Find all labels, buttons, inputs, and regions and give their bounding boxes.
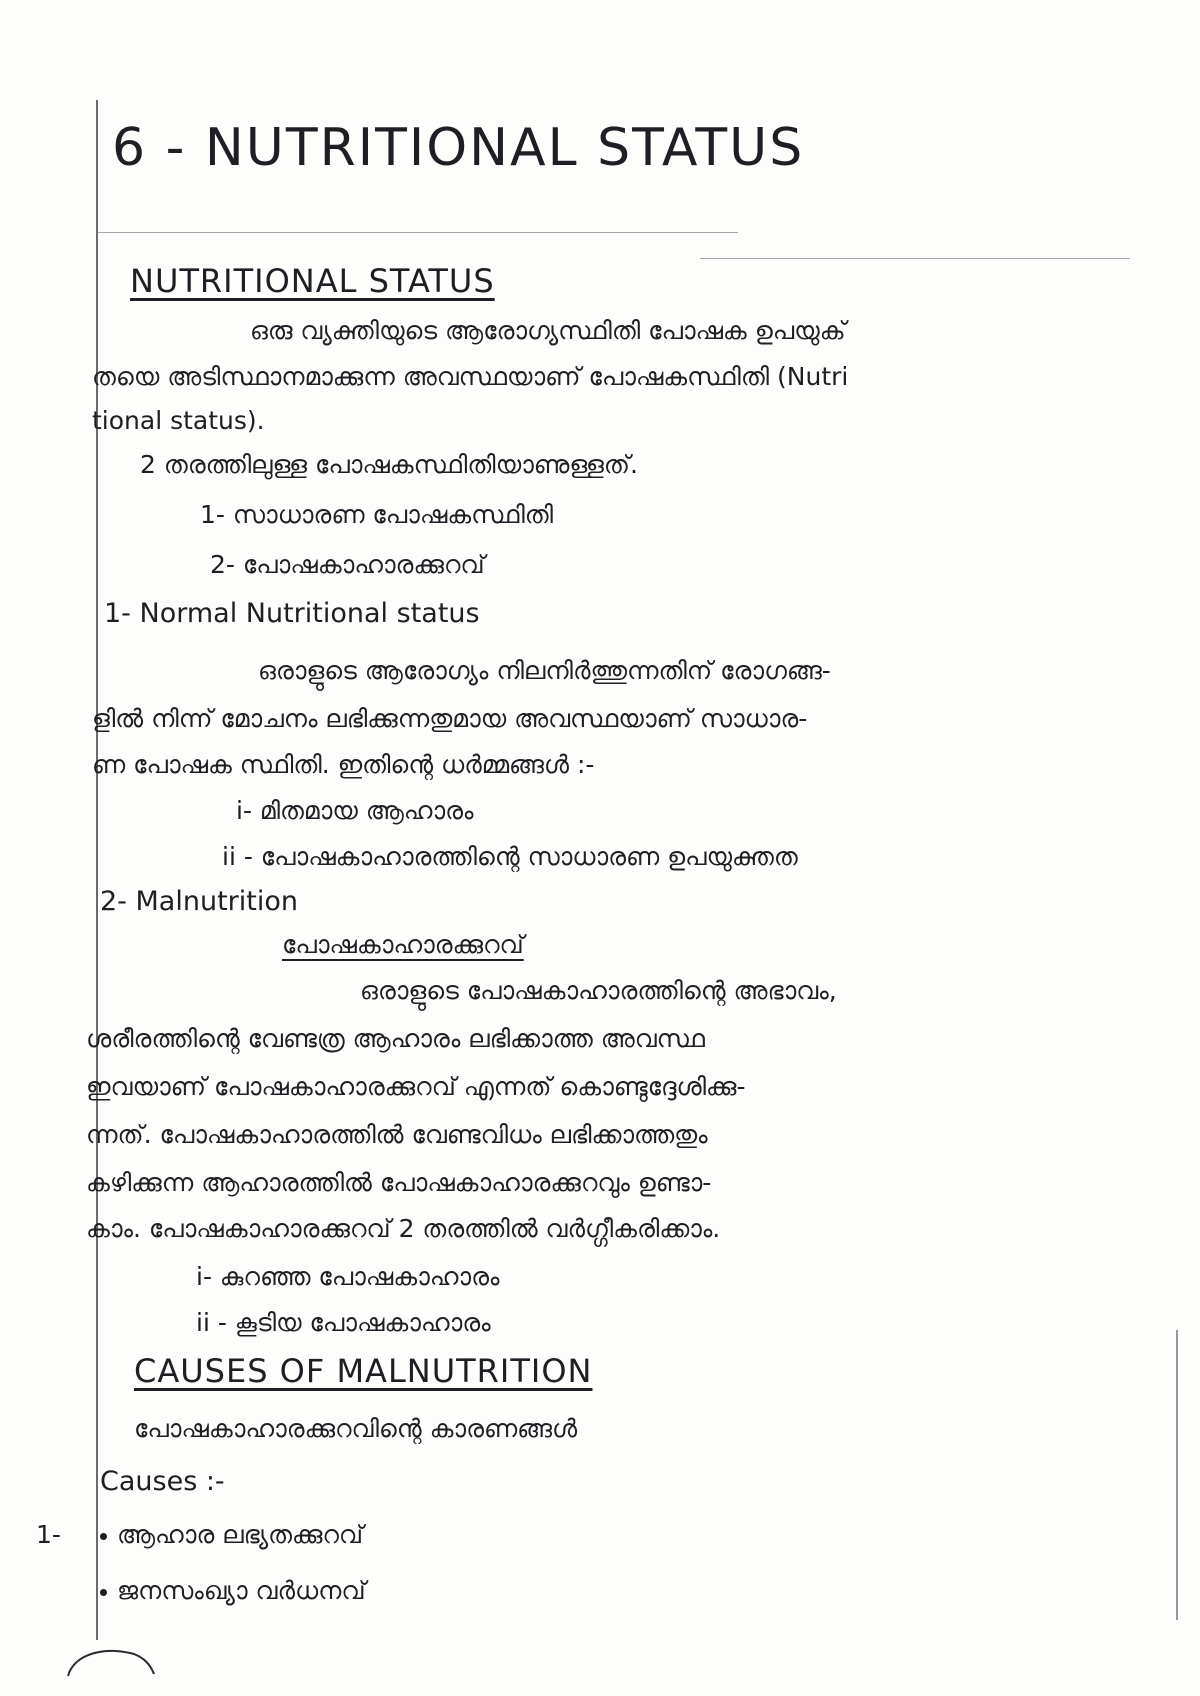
types-line: 2 തരത്തിലുള്ള പോഷകസ്ഥിതിയാണുള്ളത്.: [140, 450, 638, 479]
divider-rule-right: [700, 258, 1130, 259]
section-heading-nutritional-status: NUTRITIONAL STATUS: [130, 262, 495, 300]
bullet-icon: [100, 1589, 107, 1596]
corner-doodle-icon: [64, 1640, 160, 1680]
causes-heading: CAUSES OF MALNUTRITION: [134, 1352, 593, 1390]
malnutrition-item-1: i- കുറഞ്ഞ പോഷകാഹാരം: [196, 1262, 500, 1291]
causes-line-1: പോഷകാഹാരക്കുറവിന്റെ കാരണങ്ങൾ: [134, 1414, 578, 1443]
normal-line-2: ളിൽ നിന്ന് മോചനം ലഭിക്കുന്നതുമായ അവസ്ഥയാണ് സാധാര-: [92, 704, 808, 733]
intro-line-2: തയെ അടിസ്ഥാനമാക്കുന്ന അവസ്ഥയാണ് പോഷകസ്ഥിതി (Nutri: [92, 362, 849, 391]
divider-rule: [98, 232, 738, 233]
malnutrition-subheading: പോഷകാഹാരക്കുറവ്: [282, 930, 524, 959]
normal-item-2: ii - പോഷകാഹാരത്തിന്റെ സാധാരണ ഉപയുക്തത: [222, 842, 798, 871]
malnutrition-item-2: ii - കൂടിയ പോഷകാഹാരം: [196, 1308, 491, 1337]
chapter-title: 6 - NUTRITIONAL STATUS: [112, 118, 805, 178]
normal-status-heading: 1- Normal Nutritional status: [104, 598, 480, 629]
malnutrition-line-5: കഴിക്കുന്ന ആഹാരത്തിൽ പോഷകാഹാരക്കുറവും ഉണ്ടാ-: [86, 1168, 712, 1197]
causes-bullet-text-2: ജനസംഖ്യാ വർധനവ്: [117, 1576, 366, 1605]
causes-bullet-item-1: [100, 1520, 363, 1550]
intro-line-1: ഒരു വ്യക്തിയുടെ ആരോഗ്യസ്ഥിതി പോഷക ഉപയുക്: [250, 316, 846, 345]
malnutrition-line-1: ഒരാളുടെ പോഷകാഹാരത്തിന്റെ അഭാവം,: [360, 976, 837, 1005]
malnutrition-line-6: കാം. പോഷകാഹാരക്കുറവ് 2 തരത്തിൽ വർഗ്ഗീകരിക്കാം.: [86, 1214, 721, 1243]
normal-line-1: ഒരാളുടെ ആരോഗ്യം നിലനിർത്തുന്നതിന് രോഗങ്ങ-: [258, 656, 831, 685]
malnutrition-line-4: ന്നത്. പോഷകാഹാരത്തിൽ വേണ്ടവിധം ലഭിക്കാത്തതും: [86, 1120, 708, 1149]
type-item-1: 1- സാധാരണ പോഷകസ്ഥിതി: [200, 500, 554, 529]
malnutrition-heading: 2- Malnutrition: [100, 886, 298, 917]
causes-bullet-item-2: [100, 1576, 366, 1606]
malnutrition-line-2: ശരീരത്തിന്റെ വേണ്ടത്ര ആഹാരം ലഭിക്കാത്ത അവസ്ഥ: [86, 1024, 705, 1053]
margin-line: [96, 100, 98, 1640]
malnutrition-line-3: ഇവയാണ് പോഷകാഹാരക്കുറവ് എന്നത് കൊണ്ടുദ്ദേശിക്കു-: [86, 1072, 746, 1101]
causes-bullet-text-1: ആഹാര ലഭ്യതക്കുറവ്: [117, 1520, 364, 1549]
intro-line-3: tional status).: [92, 406, 265, 435]
normal-line-3: ണ പോഷക സ്ഥിതി. ഇതിന്റെ ധർമ്മങ്ങൾ :-: [92, 750, 595, 779]
normal-item-1: i- മിതമായ ആഹാരം: [236, 796, 474, 825]
page-edge-line: [1176, 1330, 1178, 1620]
causes-label: Causes :-: [100, 1466, 225, 1497]
causes-list-number: 1-: [36, 1520, 61, 1549]
bullet-icon: [100, 1533, 107, 1540]
type-item-2: 2- പോഷകാഹാരക്കുറവ്: [210, 550, 485, 579]
